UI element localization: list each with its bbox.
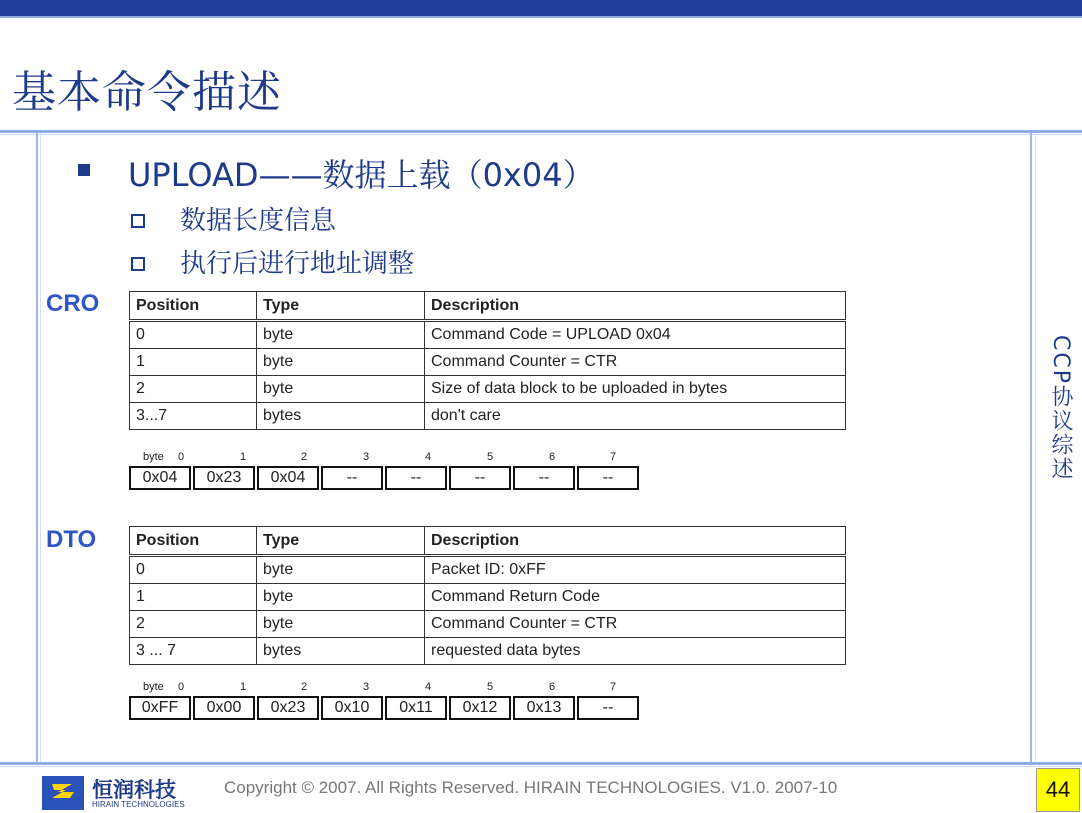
title-divider-thin: [0, 134, 1082, 135]
byte-cell: --: [321, 466, 383, 490]
right-border-thin: [1035, 133, 1036, 763]
table-row: [130, 638, 846, 665]
right-border: [1030, 133, 1032, 763]
byte-index: 0: [178, 451, 185, 463]
table-cell: byte: [257, 556, 425, 584]
table-row: [130, 584, 846, 611]
table-cell: 2: [130, 376, 257, 403]
table-cell: 3...7: [130, 403, 257, 430]
byte-prefix: byte: [143, 681, 164, 693]
company-name-en: HIRAIN TECHNOLOGIES: [92, 800, 185, 809]
table-cell: 1: [130, 584, 257, 611]
table-cell: 1: [130, 349, 257, 376]
top-banner-accent: [0, 16, 1082, 18]
byte-index: 3: [363, 451, 370, 463]
table-cell: byte: [257, 349, 425, 376]
byte-cell: 0x12: [449, 696, 511, 720]
byte-index: 4: [425, 451, 432, 463]
byte-cell: 0x00: [193, 696, 255, 720]
table-cell: 3 ... 7: [130, 638, 257, 665]
column-header: Position: [130, 527, 257, 556]
table-cell: byte: [257, 611, 425, 638]
page-number: 44: [1036, 768, 1080, 812]
byte-index: 1: [240, 451, 247, 463]
sub-point: 数据长度信息: [180, 206, 337, 236]
table-cell: byte: [257, 321, 425, 349]
sub-bullet-icon: [131, 257, 145, 271]
column-header: Position: [130, 292, 257, 321]
byte-prefix: byte: [143, 451, 164, 463]
table-cell: requested data bytes: [425, 638, 846, 665]
byte-index: 7: [610, 451, 617, 463]
table-cell: Size of data block to be uploaded in bytes: [425, 376, 846, 403]
sub-point: 执行后进行地址调整: [180, 249, 415, 279]
company-name: 恒润科技: [92, 778, 176, 802]
column-header: Type: [257, 527, 425, 556]
title-divider: [0, 130, 1082, 133]
table-row: [130, 376, 846, 403]
table-row: [130, 611, 846, 638]
left-border-thin: [40, 133, 41, 763]
table-header-row: [130, 527, 846, 556]
cro-label: CRO: [46, 290, 100, 317]
dto-label: DTO: [46, 526, 97, 553]
copyright-text: Copyright © 2007. All Rights Reserved. HIRAIN TECHNOLOGIES. V1.0. 2007-10: [224, 778, 838, 797]
byte-index: 3: [363, 681, 370, 693]
byte-cell: 0x04: [257, 466, 319, 490]
table-cell: Packet ID: 0xFF: [425, 556, 846, 584]
byte-cell: 0xFF: [129, 696, 191, 720]
byte-index: 1: [240, 681, 247, 693]
cro-table: [129, 291, 846, 430]
table-cell: Command Counter = CTR: [425, 349, 846, 376]
slide-title: 基本命令描述: [12, 67, 282, 118]
table-cell: byte: [257, 376, 425, 403]
left-border: [36, 133, 38, 763]
table-row: [130, 556, 846, 584]
table-cell: 2: [130, 611, 257, 638]
table-cell: 0: [130, 321, 257, 349]
byte-cell: 0x04: [129, 466, 191, 490]
table-row: [130, 321, 846, 349]
footer-divider-thin: [0, 766, 1082, 767]
table-cell: Command Return Code: [425, 584, 846, 611]
sub-bullet-icon: [131, 214, 145, 228]
byte-index: 2: [301, 681, 308, 693]
dto-byte-row: [129, 696, 641, 720]
byte-cell: --: [577, 696, 639, 720]
table-cell: byte: [257, 584, 425, 611]
top-banner-bar: [0, 0, 1082, 16]
table-row: [130, 349, 846, 376]
table-cell: 0: [130, 556, 257, 584]
byte-cell: --: [577, 466, 639, 490]
byte-index: 0: [178, 681, 185, 693]
side-section-label: CCP协议综述: [1048, 335, 1073, 481]
table-cell: bytes: [257, 638, 425, 665]
byte-cell: 0x11: [385, 696, 447, 720]
table-cell: don't care: [425, 403, 846, 430]
byte-cell: 0x13: [513, 696, 575, 720]
column-header: Description: [425, 292, 846, 321]
column-header: Description: [425, 527, 846, 556]
byte-index: 2: [301, 451, 308, 463]
byte-cell: 0x23: [257, 696, 319, 720]
byte-cell: --: [449, 466, 511, 490]
column-header: Type: [257, 292, 425, 321]
byte-index: 5: [487, 681, 494, 693]
byte-cell: --: [385, 466, 447, 490]
table-header-row: [130, 292, 846, 321]
table-row: [130, 403, 846, 430]
table-cell: bytes: [257, 403, 425, 430]
main-bullet-icon: [78, 164, 90, 176]
byte-index: 7: [610, 681, 617, 693]
main-point: UPLOAD——数据上载（0x04）: [128, 156, 595, 194]
table-cell: Command Code = UPLOAD 0x04: [425, 321, 846, 349]
byte-cell: 0x10: [321, 696, 383, 720]
logo-mark-icon: [50, 782, 76, 800]
byte-index: 4: [425, 681, 432, 693]
cro-byte-row: [129, 466, 641, 490]
byte-index: 6: [549, 681, 556, 693]
dto-table: [129, 526, 846, 665]
table-cell: Command Counter = CTR: [425, 611, 846, 638]
byte-cell: 0x23: [193, 466, 255, 490]
byte-index: 6: [549, 451, 556, 463]
footer-divider: [0, 762, 1082, 765]
byte-cell: --: [513, 466, 575, 490]
byte-index: 5: [487, 451, 494, 463]
